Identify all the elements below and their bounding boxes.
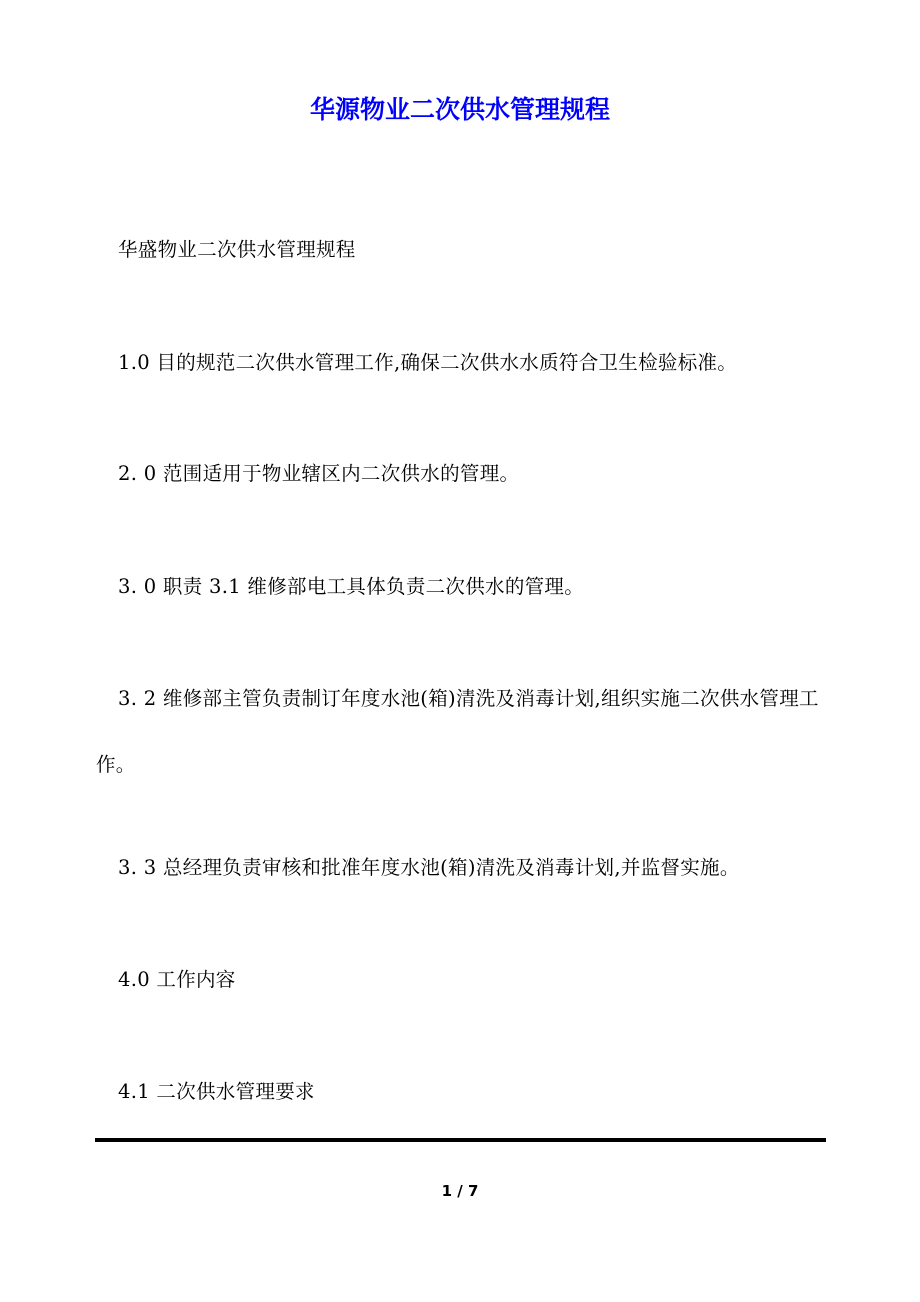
document-title: 华源物业二次供水管理规程 [309, 95, 610, 124]
paragraph-work-content: 4.0 工作内容 [118, 968, 236, 991]
paragraph-purpose: 1.0 目的规范二次供水管理工作,确保二次供水水质符合卫生检验标准。 [118, 351, 738, 374]
paragraph-requirements: 4.1 二次供水管理要求 [118, 1080, 315, 1103]
footer-divider [95, 1138, 826, 1142]
paragraph-scope: 2. 0 范围适用于物业辖区内二次供水的管理。 [118, 462, 520, 485]
page-number: 1 / 7 [441, 1182, 479, 1200]
paragraph-subtitle: 华盛物业二次供水管理规程 [118, 238, 356, 261]
paragraph-responsibility-3-1: 3. 0 职责 3.1 维修部电工具体负责二次供水的管理。 [118, 575, 585, 598]
paragraph-responsibility-3-3: 3. 3 总经理负责审核和批准年度水池(箱)清洗及消毒计划,并监督实施。 [118, 856, 740, 879]
paragraph-responsibility-3-2: 3. 2 维修部主管负责制订年度水池(箱)清洗及消毒计划,组织实施二次供水管理工作。 [96, 687, 819, 776]
